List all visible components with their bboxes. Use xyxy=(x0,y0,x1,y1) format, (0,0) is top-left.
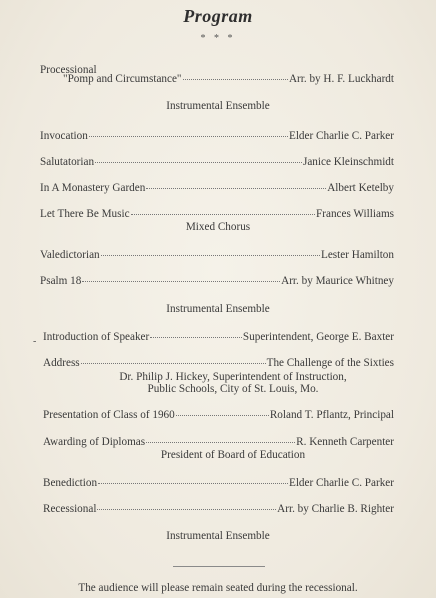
processional-arranger: Arr. by H. F. Luckhardt xyxy=(288,73,394,85)
entry-label: Invocation xyxy=(40,130,88,142)
dot-leader xyxy=(95,162,302,163)
entry-value: Lester Hamilton xyxy=(320,249,394,261)
section-heading: Instrumental Ensemble xyxy=(166,100,270,112)
title-ornament: * * * xyxy=(200,33,236,44)
recessional-entry xyxy=(43,503,394,515)
entry-label: Let There Be Music xyxy=(40,208,130,220)
invocation-entry xyxy=(40,130,394,142)
address-entry xyxy=(43,357,394,369)
dot-leader xyxy=(97,509,276,510)
dot-leader xyxy=(82,281,280,282)
entry-value: Superintendent, George E. Baxter xyxy=(242,331,394,343)
footer-note: The audience will please remain seated during the recessional. xyxy=(78,582,358,594)
section-heading: Instrumental Ensemble xyxy=(166,530,270,542)
entry-value: Elder Charlie C. Parker xyxy=(288,477,394,489)
presentation-entry xyxy=(43,409,394,421)
processional-entry xyxy=(63,73,394,85)
entry-label: Salutatorian xyxy=(40,156,95,168)
dot-leader xyxy=(150,337,242,338)
divider-rule xyxy=(173,566,265,567)
dot-leader xyxy=(89,136,288,137)
diplomas-entry xyxy=(43,436,394,448)
entry-label: In A Monastery Garden xyxy=(40,182,146,194)
dot-leader xyxy=(183,79,288,80)
entry-value: Albert Ketelby xyxy=(327,182,394,194)
entry-label: Psalm 18 xyxy=(40,275,82,287)
entry-label: Presentation of Class of 1960 xyxy=(43,409,175,421)
entry-label: Benediction xyxy=(43,477,98,489)
section-heading: Instrumental Ensemble xyxy=(166,303,270,315)
salutatorian-entry xyxy=(40,156,394,168)
dot-leader xyxy=(131,214,315,215)
program-title: Program xyxy=(183,6,253,26)
processional-piece: "Pomp and Circumstance" xyxy=(63,73,182,85)
entry-value: Arr. by Charlie B. Righter xyxy=(277,503,394,515)
entry-value: Janice Kleinschmidt xyxy=(302,156,394,168)
entry-value: Roland T. Pflantz, Principal xyxy=(269,409,394,421)
entry-value: Frances Williams xyxy=(316,208,394,220)
entry-value: Elder Charlie C. Parker xyxy=(288,130,394,142)
entry-value: R. Kenneth Carpenter xyxy=(296,436,394,448)
entry-label: Awarding of Diplomas xyxy=(43,436,146,448)
entry-label: Address xyxy=(43,357,80,369)
dot-leader xyxy=(98,483,288,484)
address-speaker-line2: Public Schools, City of St. Louis, Mo. xyxy=(147,383,319,395)
entry-value: Arr. by Maurice Whitney xyxy=(281,275,394,287)
pen-mark: - xyxy=(33,336,37,347)
dot-leader xyxy=(176,415,269,416)
dot-leader xyxy=(101,255,320,256)
dot-leader xyxy=(81,363,266,364)
valedictorian-entry xyxy=(40,249,394,261)
section-heading: Mixed Chorus xyxy=(185,221,251,233)
dot-leader xyxy=(146,442,295,443)
introduction-entry xyxy=(43,331,394,343)
diplomas-subtitle: President of Board of Education xyxy=(160,449,306,461)
entry-label: Recessional xyxy=(43,503,97,515)
processional-label: Processional xyxy=(40,64,97,76)
music-entry xyxy=(40,208,394,220)
dot-leader xyxy=(146,188,326,189)
entry-value: The Challenge of the Sixties xyxy=(266,357,394,369)
entry-label: Introduction of Speaker xyxy=(43,331,150,343)
psalm-entry xyxy=(40,275,394,287)
benediction-entry xyxy=(43,477,394,489)
address-speaker-line1: Dr. Philip J. Hickey, Superintendent of Instruction, xyxy=(119,371,347,383)
entry-label: Valedictorian xyxy=(40,249,100,261)
monastery-entry xyxy=(40,182,394,194)
